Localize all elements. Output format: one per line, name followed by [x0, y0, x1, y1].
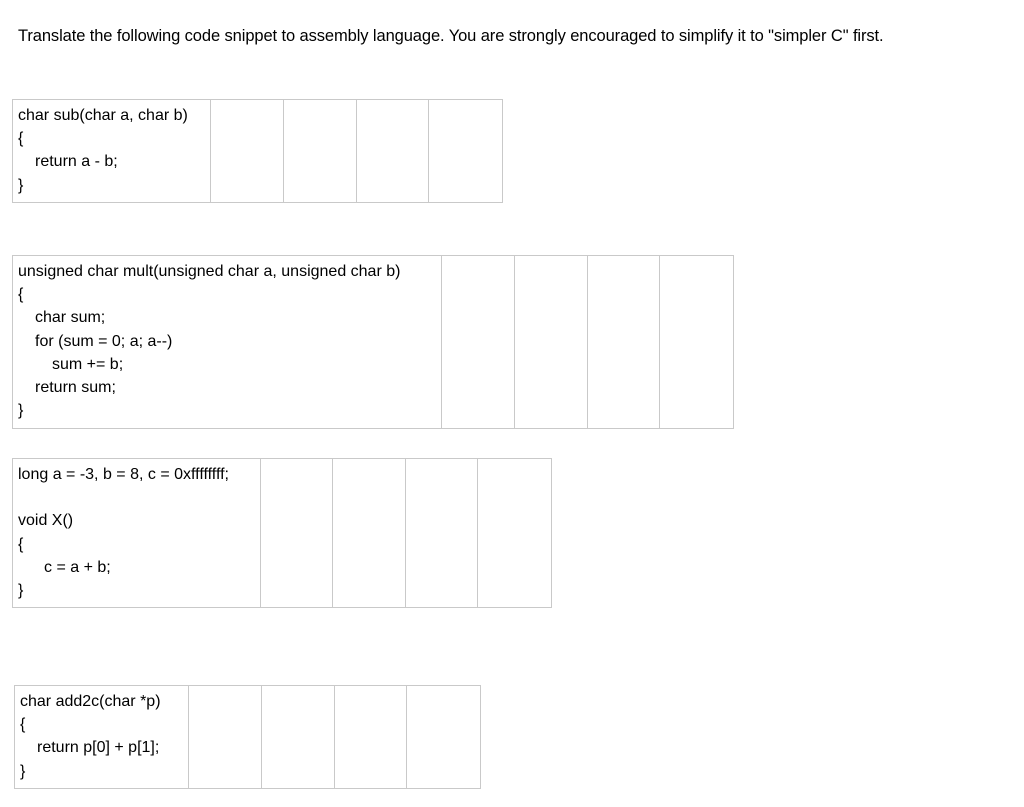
code-line: char sum;: [35, 309, 106, 327]
code-line: }: [18, 581, 24, 599]
code-cell: [13, 256, 442, 428]
code-line: c = a + b;: [44, 558, 111, 576]
code-cell: [13, 100, 211, 202]
code-line: }: [18, 176, 24, 194]
instructions-text: Translate the following code snippet to assembly language. You are strongly encouraged to simplify it to "simpler C" first.: [18, 27, 884, 45]
code-line: {: [18, 130, 24, 148]
answer-cell[interactable]: [211, 100, 284, 202]
code-line: return p[0] + p[1];: [37, 739, 160, 757]
answer-cell[interactable]: [406, 459, 479, 607]
code-cell: [15, 686, 189, 788]
answer-cell[interactable]: [261, 459, 334, 607]
code-line: return sum;: [35, 378, 116, 396]
code-line: sum += b;: [52, 355, 124, 373]
code-line: char sub(char a, char b): [18, 107, 188, 124]
code-line: char add2c(char *p): [20, 693, 161, 710]
snippet-table-sub: [12, 99, 503, 203]
code-cell: [13, 459, 261, 607]
snippet-table-x: [12, 458, 552, 608]
answer-cell[interactable]: [588, 256, 661, 428]
snippet-table-mult: [12, 255, 734, 429]
answer-cell[interactable]: [429, 100, 502, 202]
answer-cell[interactable]: [407, 686, 480, 788]
code-line: }: [20, 762, 26, 780]
code-line: return a - b;: [35, 153, 118, 171]
code-line: long a = -3, b = 8, c = 0xffffffff;: [18, 466, 229, 483]
answer-cell[interactable]: [284, 100, 357, 202]
answer-cell[interactable]: [442, 256, 515, 428]
code-line: {: [20, 716, 26, 734]
answer-cell[interactable]: [357, 100, 430, 202]
code-line: for (sum = 0; a; a--): [35, 332, 173, 350]
answer-cell[interactable]: [262, 686, 335, 788]
answer-cell[interactable]: [660, 256, 733, 428]
answer-cell[interactable]: [478, 459, 551, 607]
answer-cell[interactable]: [335, 686, 408, 788]
snippet-table-add2c: [14, 685, 481, 789]
answer-cell[interactable]: [515, 256, 588, 428]
answer-cell[interactable]: [189, 686, 262, 788]
code-line: {: [18, 286, 24, 304]
code-line: unsigned char mult(unsigned char a, unsigned char b): [18, 263, 401, 280]
code-line: }: [18, 402, 24, 420]
code-line: void X(): [18, 512, 74, 530]
code-line: {: [18, 535, 24, 553]
answer-cell[interactable]: [333, 459, 406, 607]
